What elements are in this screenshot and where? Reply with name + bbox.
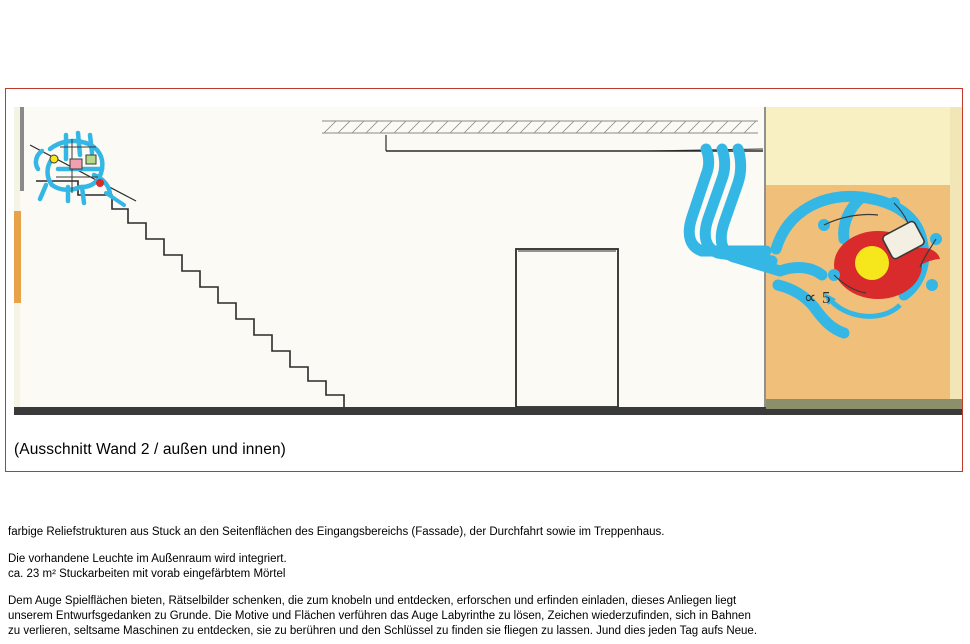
illustration-caption: (Ausschnitt Wand 2 / außen und innen) bbox=[14, 441, 286, 458]
illustration-panel bbox=[5, 88, 963, 472]
svg-text:5: 5 bbox=[822, 288, 831, 307]
description-paragraph-1 bbox=[8, 525, 958, 540]
description-line: Dem Auge Spielflächen bieten, Rätselbilder schenken, die zum knobeln und entdecken, erforschen und erfinden einladen, dieses Anliegen liegt bbox=[8, 595, 737, 607]
description-line: farbige Reliefstrukturen aus Stuck an den Seitenflächen des Eingangsbereichs (Fassade), der Durchfahrt sowie im Treppenhaus. bbox=[8, 526, 665, 538]
architectural-drawing bbox=[6, 89, 962, 471]
svg-text:∝: ∝ bbox=[804, 288, 817, 307]
description-line: zu verlieren, seltsame Maschinen zu entdecken, sie zu berühren und den Schlüssel zu finden sie fliegen zu lassen. Jund dies jeden Tag aufs Neue. bbox=[8, 625, 758, 637]
description-line: ca. 23 m² Stuckarbeiten mit vorab eingefärbtem Mörtel bbox=[8, 568, 286, 580]
paragraph-spacer bbox=[8, 540, 958, 552]
caption-bar bbox=[6, 415, 962, 471]
description-line: Die vorhandene Leuchte im Außenraum wird integriert. bbox=[8, 553, 287, 565]
description-line: unserem Entwurfsgedanken zu Grunde. Die Motive und Flächen verführen das Auge Labyrinthe zu lösen, Zeichen wiederzufinden, sich in Bahnen bbox=[8, 610, 751, 622]
description-paragraph-2 bbox=[8, 552, 958, 582]
description-paragraph-3 bbox=[8, 594, 958, 639]
paragraph-spacer bbox=[8, 582, 958, 594]
description-block bbox=[8, 525, 958, 639]
